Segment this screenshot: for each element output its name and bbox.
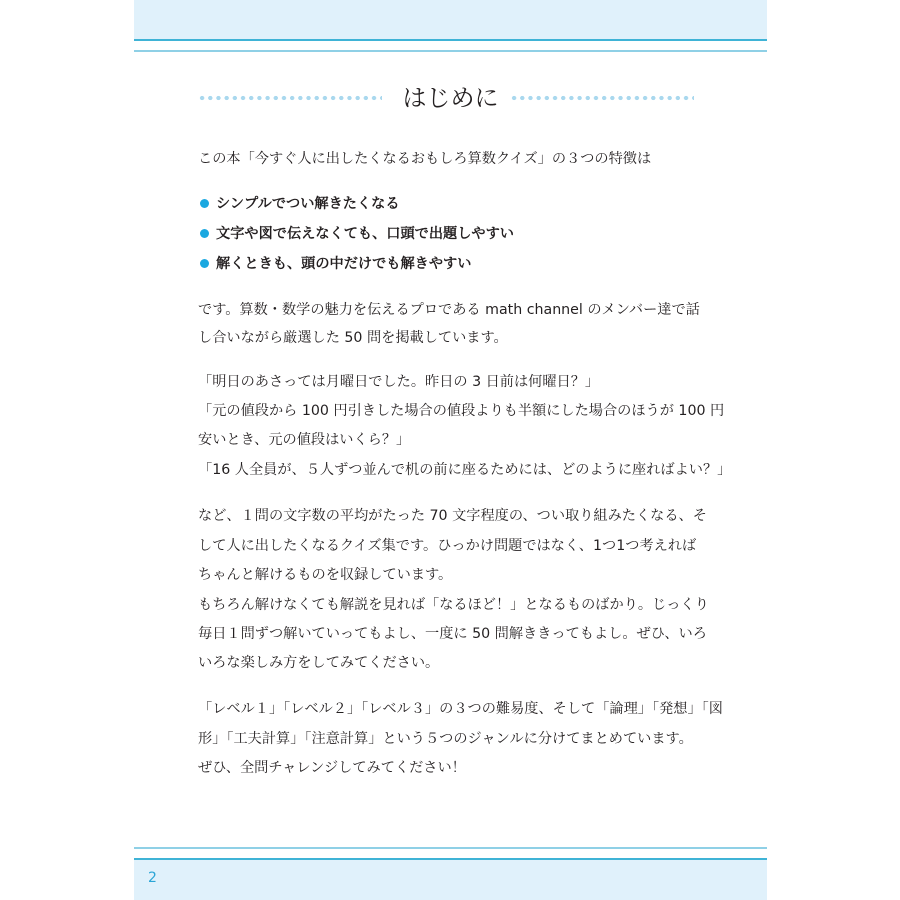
bullet-icon <box>200 259 209 268</box>
page-number: 2 <box>148 870 157 886</box>
footer-rule-thin <box>134 847 767 849</box>
body-line: ぜひ、全問チャレンジしてみてください！ <box>198 760 466 776</box>
quote-line: 「元の値段から 100 円引きした場合の値段よりも半額にした場合のほうが 100 円 <box>198 403 725 419</box>
book-page <box>134 0 767 900</box>
header-band <box>134 0 767 39</box>
quote-line: 「16 人全員が、５人ずつ並んで机の前に座るためには、どのように座ればよい？」 <box>198 462 732 478</box>
title-dots-right <box>510 95 694 101</box>
body-line: です。算数・数学の魅力を伝えるプロである math channel のメンバー達で話 <box>198 302 700 318</box>
body-line: いろな楽しみ方をしてみてください。 <box>198 655 440 671</box>
intro-text: この本「今すぐ人に出したくなるおもしろ算数クイズ」の３つの特徴は <box>198 151 652 167</box>
feature-item: 解くときも、頭の中だけでも解きやすい <box>216 256 472 272</box>
feature-item: シンプルでつい解きたくなる <box>216 196 400 212</box>
header-rule <box>134 39 767 41</box>
header-rule-thin <box>134 50 767 52</box>
body-line: 「レベル１」「レベル２」「レベル３」の３つの難易度、そして「論理」「発想」「図 <box>198 701 723 717</box>
feature-item: 文字や図で伝えなくても、口頭で出題しやすい <box>216 226 514 242</box>
quote-line: 安いとき、元の値段はいくら？」 <box>198 432 411 448</box>
body-line: 毎日１問ずつ解いていってもよし、一度に 50 問解ききってもよし。ぜひ、いろ <box>198 626 707 642</box>
footer-band <box>134 860 767 900</box>
body-line: 形」「工夫計算」「注意計算」という５つのジャンルに分けてまとめています。 <box>198 731 693 747</box>
body-line: もちろん解けなくても解説を見れば「なるほど！」となるものばかり。じっくり <box>198 597 709 613</box>
page-title: はじめに <box>402 84 499 112</box>
body-line: ちゃんと解けるものを収録しています。 <box>198 567 453 583</box>
bullet-icon <box>200 199 209 208</box>
bullet-icon <box>200 229 209 238</box>
quote-line: 「明日のあさっては月曜日でした。昨日の 3 日前は何曜日？」 <box>198 374 600 390</box>
body-line: して人に出したくなるクイズ集です。ひっかけ問題ではなく、1つ1つ考えれば <box>198 538 697 554</box>
body-line: など、１問の文字数の平均がたった 70 文字程度の、つい取り組みたくなる、そ <box>198 508 707 524</box>
body-line: し合いながら厳選した 50 問を掲載しています。 <box>198 330 508 346</box>
